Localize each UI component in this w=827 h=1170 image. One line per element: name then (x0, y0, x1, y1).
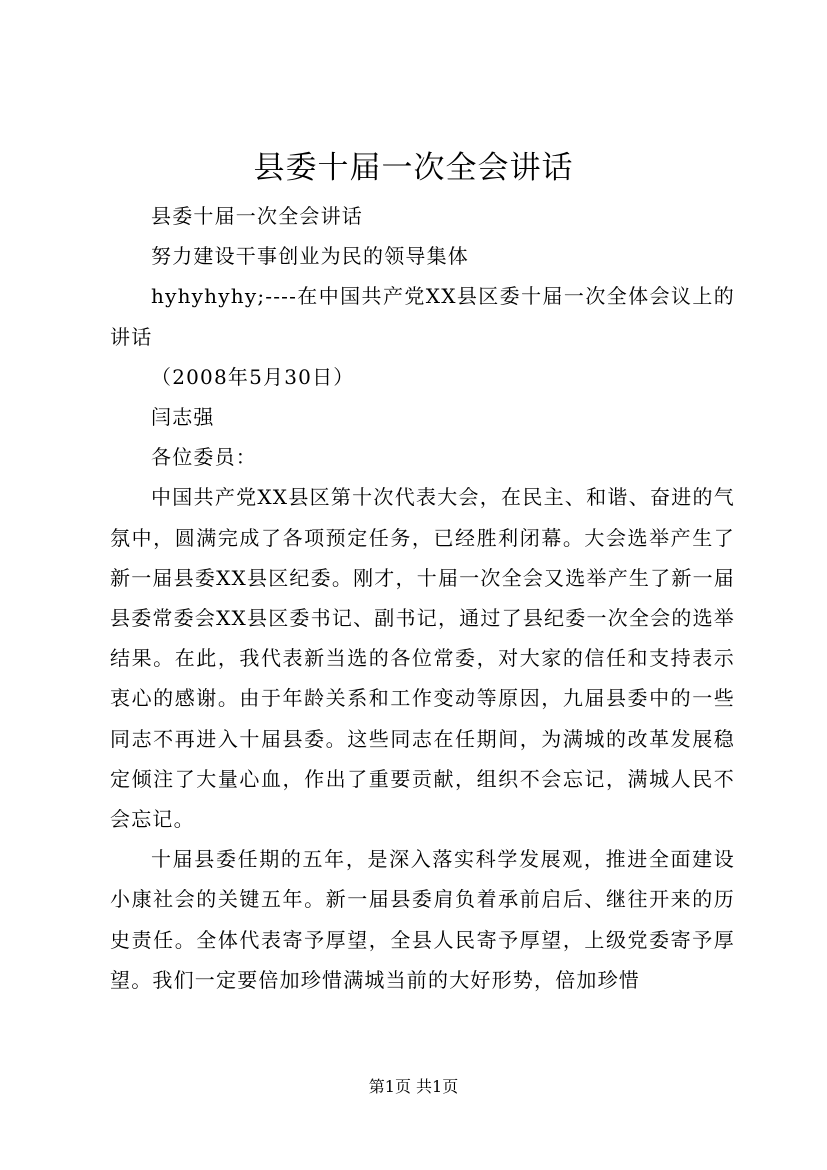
paragraph-body-1: 中国共产党XX县区第十次代表大会，在民主、和谐、奋进的气氛中，圆满完成了各项预定任务，已经胜利闭幕。大会选举产生了新一届县委XX县区纪委。刚才，十届一次全会又选举产生了新一届县委常委会XX县区委书记、副书记，通过了县纪委一次全会的选举结果。在此，我代表新当选的各位常委，对大家的信任和支持表示衷心的感谢。由于年龄关系和工作变动等原因，九届县委中的一些同志不再进入十届县委。这些同志在任期间，为满城的改革发展稳定倾注了大量心血，作出了重要贡献，组织不会忘记，满城人民不会忘记。 (110, 485, 735, 832)
paragraph-subtitle: 县委十届一次全会讲话 (151, 204, 363, 228)
document-title: 县委十届一次全会讲话 (253, 150, 574, 186)
paragraph-salutation: 各位委员： (151, 445, 257, 470)
page-footer: 第1页 共1页 (368, 1077, 459, 1096)
paragraph-occasion: hyhyhyhy;----在中国共产党XX县区委十届一次全体会议上的讲话 (110, 284, 735, 349)
paragraph-date: （2008年5月30日） (151, 364, 355, 389)
document-body (110, 196, 735, 1000)
paragraph-theme: 努力建设干事创业为民的领导集体 (151, 244, 469, 269)
paragraph-body-2: 十届县委任期的五年，是深入落实科学发展观，推进全面建设小康社会的关键五年。新一届县委肩负着承前启后、继往开来的历史责任。全体代表寄予厚望，全县人民寄予厚望，上级党委寄予厚望。我们一定要倍加珍惜满城当前的大好形势，倍加珍惜 (110, 847, 735, 992)
paragraph-speaker: 闫志强 (151, 405, 215, 430)
